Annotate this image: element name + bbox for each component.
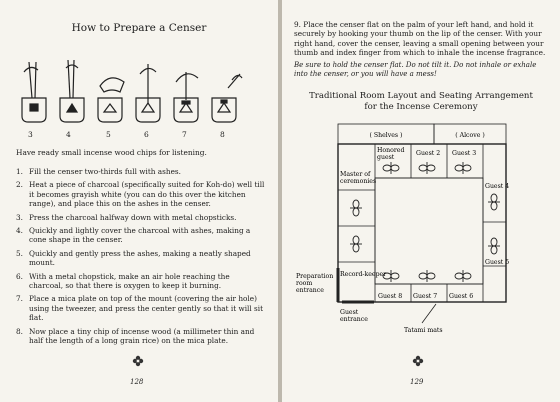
censer-icon	[60, 60, 84, 122]
right-page	[282, 0, 560, 402]
guest2-label: Guest 2	[416, 150, 441, 157]
figure-label: 5	[106, 130, 111, 139]
guest3-seat-icon	[455, 162, 471, 174]
caution-note: Be sure to hold the censer flat. Do not tilt it. Do not inhale or exhale into the censer, or you will have a mess!	[294, 61, 537, 78]
list-item: 6. With a metal chopstick, make an air hole reaching the charcoal, so that there is oxygen to keep it burning.	[16, 271, 230, 291]
tatami-mats-label: Tatami mats	[404, 327, 443, 334]
room-layout-diagram	[282, 118, 560, 358]
diagram-title: Traditional Room Layout and Seating Arrangement for the Incense Ceremony	[309, 91, 533, 112]
guest6-seat-icon	[455, 270, 471, 282]
record-keeper-label: Record-keeper	[340, 271, 387, 278]
record-keeper-seat-icon	[350, 236, 362, 252]
guest6-label: Guest 6	[449, 293, 474, 300]
list-item: 5. Quickly and gently press the ashes, making a neatly shaped mount.	[16, 248, 251, 268]
guest5-label: Guest 5	[485, 259, 510, 266]
figure-label: 4	[66, 130, 71, 139]
guest4-seat-icon	[488, 194, 500, 210]
guest3-label: Guest 3	[452, 150, 477, 157]
list-item: 7. Place a mica plate on top of the mount (covering the air hole) using the tweezer, and press the center gently so that it will sit flat.	[16, 294, 264, 323]
guest7-seat-icon	[419, 270, 435, 282]
list-item: 3. Press the charcoal halfway down with metal chopsticks.	[16, 212, 237, 222]
guest7-label: Guest 7	[413, 293, 438, 300]
figure-label: 6	[144, 130, 149, 139]
master-seat-icon	[350, 200, 362, 216]
page-title: How to Prepare a Censer	[71, 22, 207, 34]
alcove-label: ( Alcove )	[455, 132, 485, 139]
page-number: 129	[410, 378, 424, 386]
list-item: 4. Quickly and lightly cover the charcoal with ashes, making a cone shape in the censer.	[16, 226, 251, 245]
flower-ornament-icon	[132, 355, 144, 367]
censer-icon	[22, 62, 46, 122]
intro-text: Have ready small incense wood chips for listening.	[16, 148, 207, 157]
steps-list	[16, 167, 266, 350]
step-nine-text: 9. Place the censer flat on the palm of your left hand, and hold it securely by hooking your thumb on the lip of the censer. With your right hand, cover the censer, leaving a small opening between your thumb and index finger from which to inhale the incense fragrance.	[294, 20, 546, 58]
censer-icon	[174, 72, 198, 122]
figure-label: 8	[220, 130, 225, 139]
censer-icon	[98, 78, 124, 122]
left-page	[0, 0, 278, 402]
room-outline	[338, 144, 506, 302]
figure-label: 3	[28, 130, 33, 139]
censer-icon	[212, 74, 242, 122]
honored-guest-seat-icon	[383, 162, 399, 174]
list-item: 2. Heat a piece of charcoal (specifically suited for Koh-do) well till it becomes grayish white (you can do this over the kitchen range), and place this on the ashes in the censer.	[16, 180, 265, 209]
page-number: 128	[130, 378, 144, 386]
censer-steps-illustration	[14, 52, 244, 132]
guest-entrance-label: Guest entrance	[340, 309, 368, 323]
figure-label: 7	[182, 130, 187, 139]
list-item: 1. Fill the censer two-thirds full with ashes.	[16, 167, 181, 176]
censer-icon	[136, 64, 160, 122]
guest8-label: Guest 8	[378, 293, 403, 300]
list-item: 8. Now place a tiny chip of incense wood (a millimeter thin and half the length of a long grain rice) on the mica plate.	[16, 326, 255, 346]
shelves-label: ( Shelves )	[369, 132, 403, 139]
master-label: Master of ceremonies	[340, 171, 377, 185]
guest2-seat-icon	[419, 162, 435, 174]
preparation-entrance-label: Preparation room entrance	[296, 273, 334, 294]
guest4-label: Guest 4	[485, 183, 510, 190]
flower-ornament-icon	[412, 355, 424, 367]
honored-guest-label: Honored guest	[377, 147, 405, 161]
guest5-seat-icon	[488, 238, 500, 254]
